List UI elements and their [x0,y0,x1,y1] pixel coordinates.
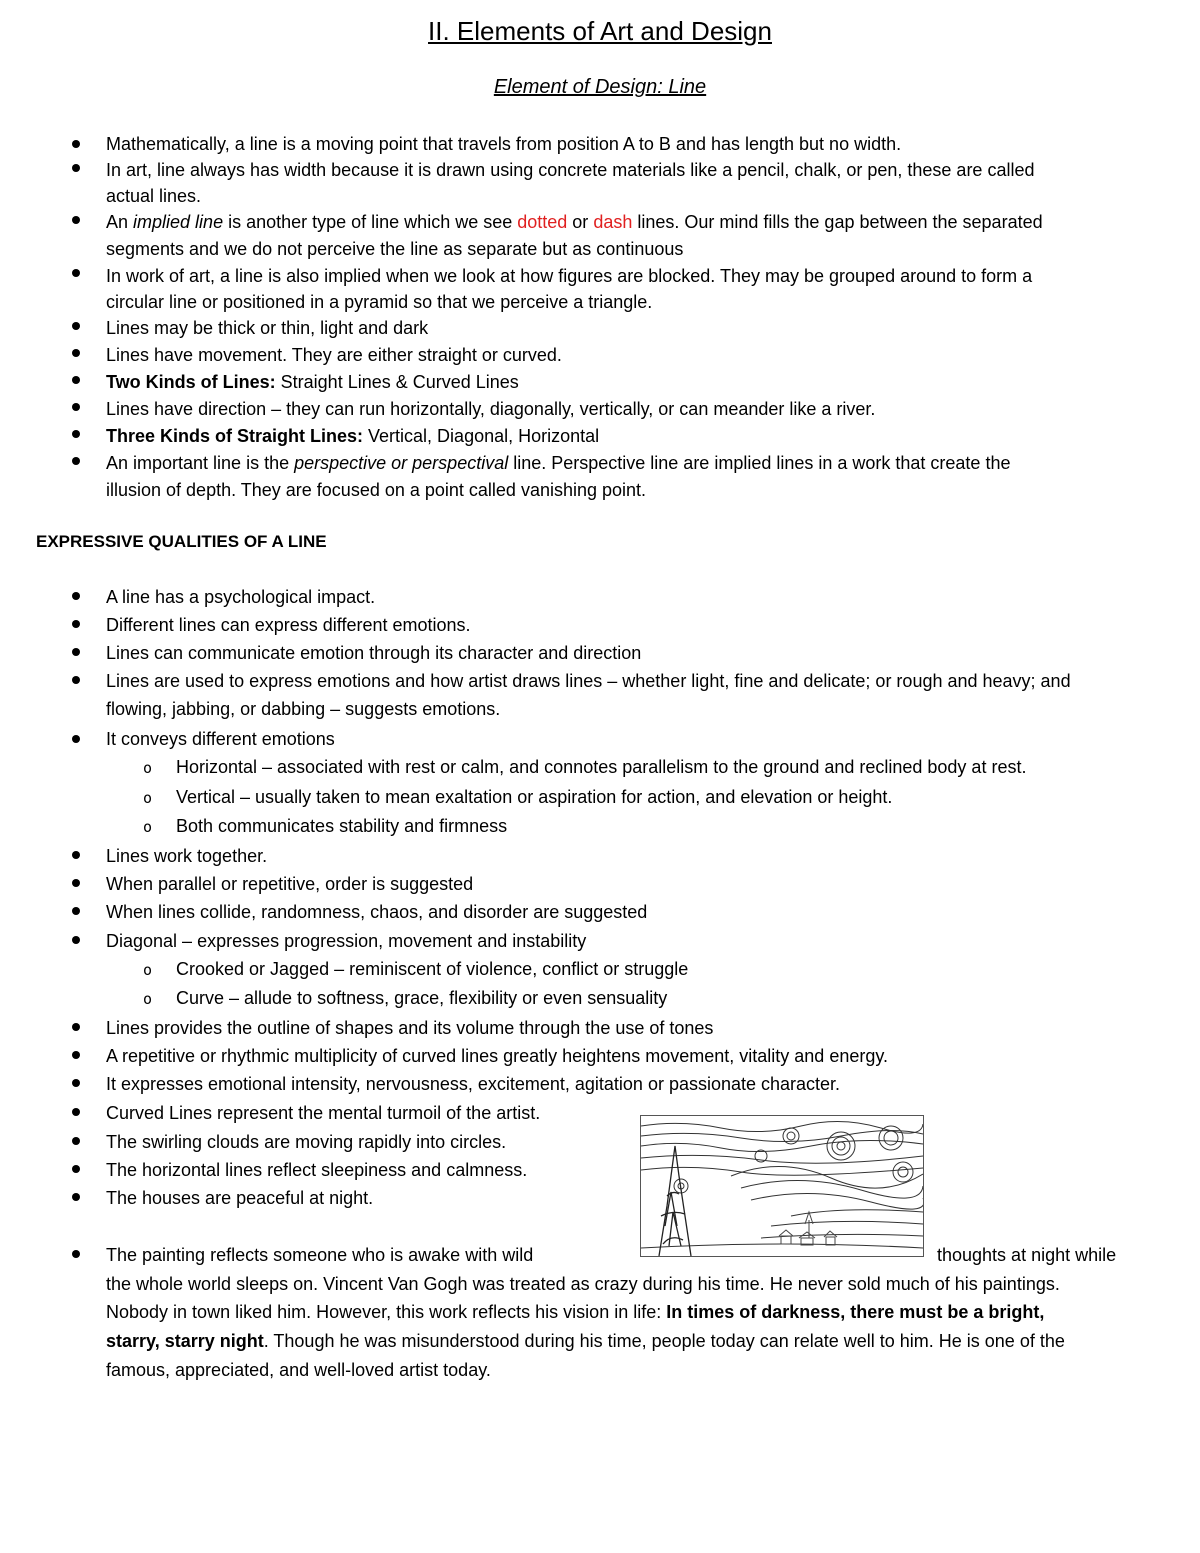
sub-list-item: Horizontal – associated with rest or calm, and connotes parallelism to the ground and reclined body at rest. [176,757,1027,777]
text-run: lines. Our mind fills the gap between the separated [632,212,1043,232]
list-item: A repetitive or rhythmic multiplicity of curved lines greatly heightens movement, vitality and energy. [106,1046,889,1066]
sub-list-item: Vertical – usually taken to mean exaltation or aspiration for action, and elevation or height. [176,787,893,807]
bullet-dot [72,430,80,438]
dotted-term: dotted [517,212,568,232]
list-item: In art, line always has width because it is drawn using concrete materials like a pencil, chalk, or pen, these are called [106,160,1035,180]
bullet-dot [72,735,80,743]
text-run: or [567,212,594,232]
dash-term: dash [593,212,633,232]
bullet-dot [72,1079,80,1087]
bullet-dot [72,1108,80,1116]
list-item: Lines provides the outline of shapes and its volume through the use of tones [106,1018,714,1038]
bullet-dot [72,1023,80,1031]
bullet-dot [72,349,80,357]
bullet-dot [72,322,80,330]
sub-bullet-circle: o [143,961,153,979]
list-item-continuation: flowing, jabbing, or dabbing – suggests emotions. [106,699,501,719]
list-item: It conveys different emotions [106,729,335,749]
list-item: Diagonal – expresses progression, movement and instability [106,931,587,951]
bullet-dot [72,648,80,656]
bold-term: Three Kinds of Straight Lines: [106,426,364,446]
sub-bullet-circle: o [143,789,153,807]
list-item-continuation: the whole world sleeps on. Vincent Van Gogh was treated as crazy during his time. He never sold much of his paintings. [106,1274,1060,1294]
list-item: Different lines can express different emotions. [106,615,471,635]
bullet-dot [72,907,80,915]
text-run: Vertical, Diagonal, Horizontal [363,426,600,446]
list-item-continuation: segments and we do not perceive the line as separate but as continuous [106,239,684,259]
bullet-dot [72,851,80,859]
sub-list-item: Curve – allude to softness, grace, flexibility or even sensuality [176,988,668,1008]
list-item-continuation: illusion of depth. They are focused on a point called vanishing point. [106,480,647,500]
bullet-dot [72,1051,80,1059]
bold-quote: starry, starry night [106,1331,264,1351]
text-run: is another type of line which we see [223,212,518,232]
sub-list-item: Crooked or Jagged – reminiscent of violence, conflict or struggle [176,959,689,979]
list-item: When lines collide, randomness, chaos, and disorder are suggested [106,902,648,922]
list-item-continuation: actual lines. [106,186,202,206]
text-run: Straight Lines & Curved Lines [275,372,519,392]
section-heading: EXPRESSIVE QUALITIES OF A LINE [36,532,327,551]
bullet-dot [72,676,80,684]
list-item [106,424,599,448]
list-item: Lines have direction – they can run horizontally, diagonally, vertically, or can meander like a river. [106,399,876,419]
list-item: Mathematically, a line is a moving point that travels from position A to B and has length but no width. [106,134,902,154]
list-item: Lines have movement. They are either straight or curved. [106,345,562,365]
list-item: A line has a psychological impact. [106,587,376,607]
list-item: Curved Lines represent the mental turmoil of the artist. [106,1103,541,1123]
perspective-term: perspective or perspectival [294,453,509,473]
document-title: II. Elements of Art and Design [428,16,772,46]
list-item-continuation: circular line or positioned in a pyramid so that we perceive a triangle. [106,292,653,312]
text-run: An [106,212,134,232]
text-run: Nobody in town liked him. However, this work reflects his vision in life: [106,1302,667,1322]
starry-night-drawing [641,1116,923,1256]
list-item: Lines can communicate emotion through its character and direction [106,643,642,663]
list-item-continuation: thoughts at night while [937,1245,1117,1265]
bullet-dot [72,879,80,887]
list-item: The houses are peaceful at night. [106,1188,374,1208]
bullet-dot [72,403,80,411]
bullet-dot [72,216,80,224]
bullet-dot [72,457,80,465]
list-item [106,370,519,394]
sub-list-item: Both communicates stability and firmness [176,816,508,836]
list-item [106,451,1010,475]
list-item-continuation: famous, appreciated, and well-loved artist today. [106,1360,491,1380]
list-item-continuation [106,1300,1044,1324]
text-run: line. Perspective line are implied lines in a work that create the [508,453,1011,473]
bullet-dot [72,1137,80,1145]
bullet-dot [72,269,80,277]
bold-quote: In times of darkness, there must be a bright, [666,1302,1045,1322]
bullet-dot [72,140,80,148]
list-item: It expresses emotional intensity, nervousness, excitement, agitation or passionate character. [106,1074,841,1094]
sub-bullet-circle: o [143,759,153,777]
list-item: Lines may be thick or thin, light and dark [106,318,429,338]
document-subtitle: Element of Design: Line [493,76,707,98]
list-item: Lines are used to express emotions and how artist draws lines – whether light, fine and delicate; or rough and heavy; and [106,671,1071,691]
bullet-dot [72,376,80,384]
list-item [106,210,1043,234]
list-item: The swirling clouds are moving rapidly into circles. [106,1132,507,1152]
bullet-dot [72,1193,80,1201]
list-item: When parallel or repetitive, order is suggested [106,874,474,894]
starry-night-illustration [640,1115,924,1257]
text-run: . Though he was misunderstood during his time, people today can relate well to him. He is one of the [263,1331,1065,1351]
implied-line-term: implied line [133,212,224,232]
bullet-dot [72,1165,80,1173]
list-item: The horizontal lines reflect sleepiness and calmness. [106,1160,528,1180]
list-item-continuation [106,1329,1065,1353]
list-item: Lines work together. [106,846,268,866]
sub-bullet-circle: o [143,818,153,836]
bullet-dot [72,164,80,172]
text-run: An important line is the [106,453,295,473]
bullet-dot [72,1250,80,1258]
sub-bullet-circle: o [143,990,153,1008]
bullet-dot [72,620,80,628]
bullet-dot [72,592,80,600]
list-item: The painting reflects someone who is awake with wild [106,1245,534,1265]
bullet-dot [72,936,80,944]
list-item: In work of art, a line is also implied when we look at how figures are blocked. They may be grouped around to form a [106,266,1033,286]
bold-term: Two Kinds of Lines: [106,372,276,392]
